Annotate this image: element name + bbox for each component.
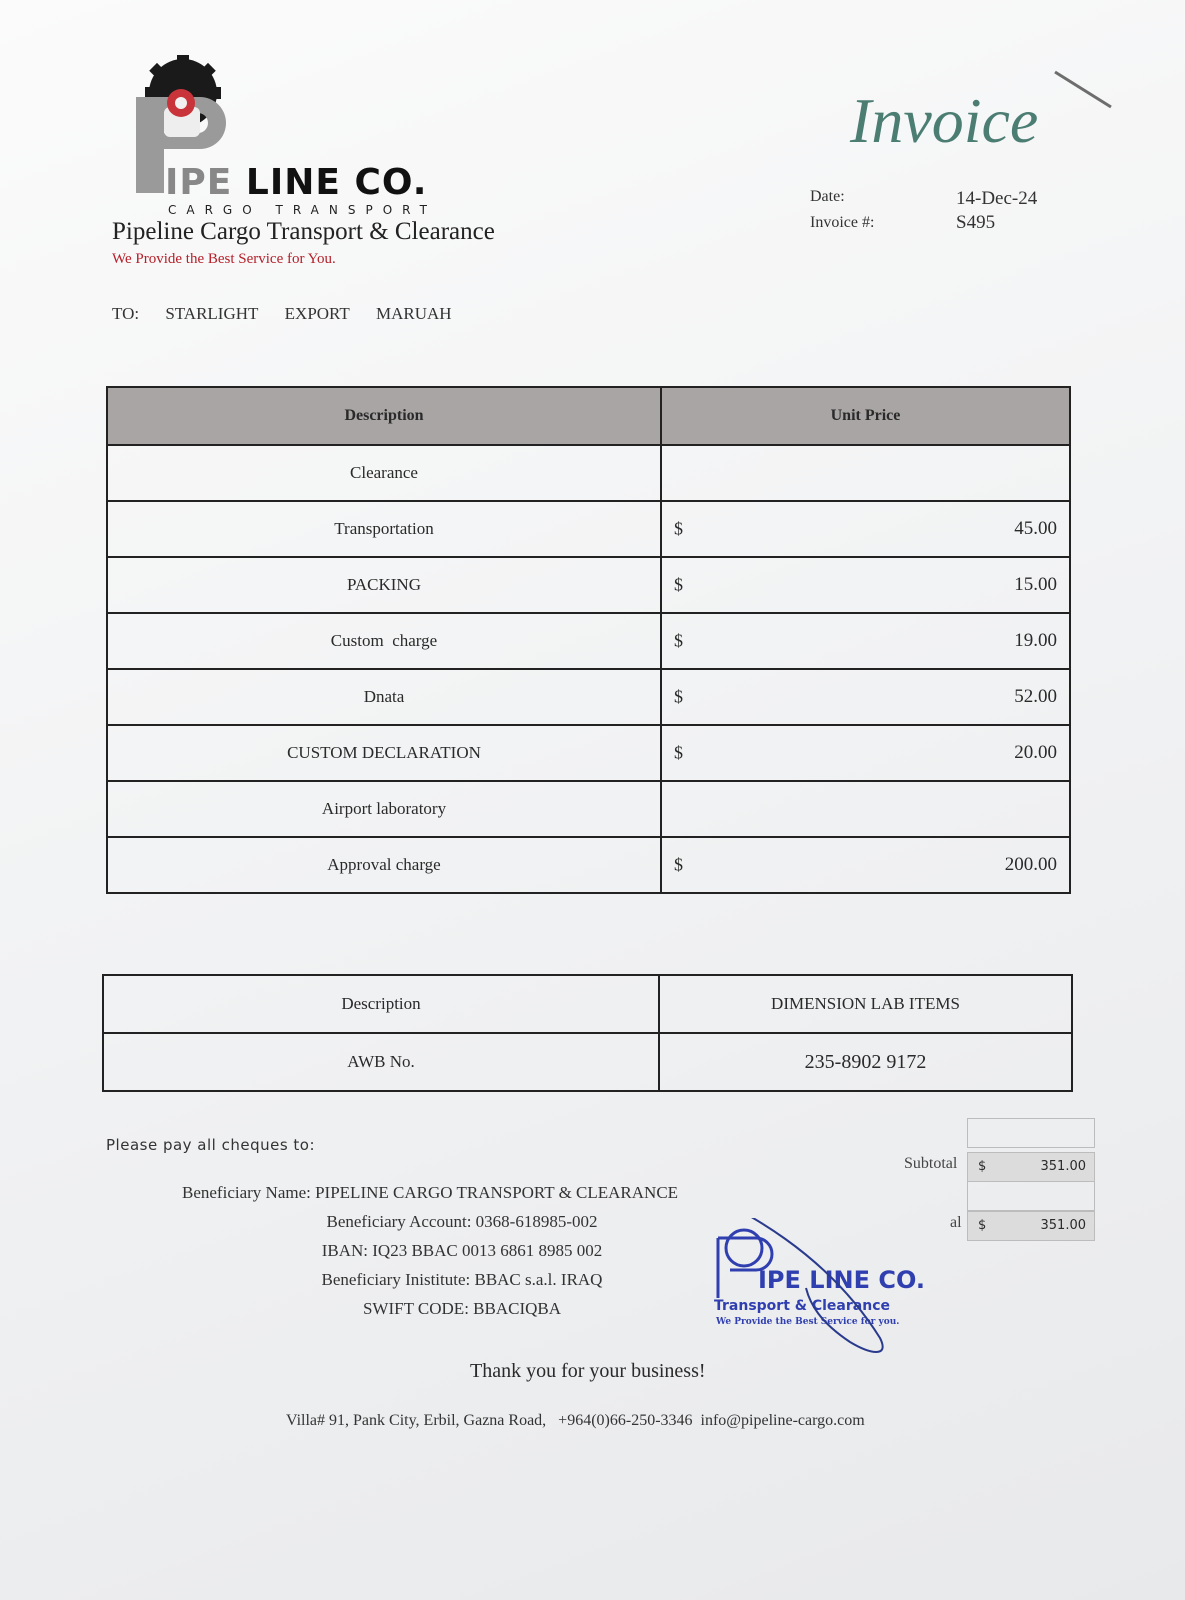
- table-row: [107, 557, 1070, 613]
- table-row: [107, 445, 1070, 501]
- footer-address: Villa# 91, Pank City, Erbil, Gazna Road, +964(0)66-250-3346 info@pipeline-cargo.com: [286, 1412, 865, 1429]
- table-row: [107, 781, 1070, 837]
- thank-you-note: Thank you for your business!: [470, 1360, 706, 1382]
- payment-intro: Please pay all cheques to:: [106, 1136, 316, 1154]
- table-row: [107, 837, 1070, 893]
- company-tagline: We Provide the Best Service for You.: [112, 251, 336, 267]
- table-row: [107, 669, 1070, 725]
- invoice-number-label: Invoice #:: [810, 214, 875, 231]
- recipient-part: STARLIGHT: [165, 304, 259, 323]
- invoice-number-value: S495: [956, 212, 996, 233]
- invoice-title: Invoice: [850, 85, 1039, 156]
- item-description: Approval charge: [107, 837, 661, 893]
- recipient-part: MARUAH: [376, 304, 452, 323]
- item-description: PACKING: [107, 557, 661, 613]
- table-row: [103, 1033, 1072, 1091]
- total-box: [967, 1211, 1095, 1241]
- stamp-line1: IPE LINE CO.: [758, 1266, 925, 1294]
- items-table-header: [107, 387, 1070, 445]
- pen-mark: [1054, 71, 1112, 109]
- company-stamp: [710, 1218, 950, 1366]
- totals-spacer-box: [967, 1181, 1095, 1211]
- item-description: Transportation: [107, 501, 661, 557]
- date-value: 14-Dec-24: [956, 188, 1038, 209]
- subtotal-currency: $: [978, 1159, 987, 1174]
- bank-details: [182, 1178, 742, 1323]
- awb-label: AWB No.: [103, 1033, 659, 1091]
- item-amount: 19.00: [1014, 630, 1057, 651]
- bank-line: IBAN: IQ23 BBAC 0013 6861 8985 002: [321, 1241, 603, 1260]
- subtotal-box: [967, 1152, 1095, 1182]
- total-label: al: [950, 1214, 962, 1231]
- bank-line: Beneficiary Name: PIPELINE CARGO TRANSPORT & CLEARANCE: [182, 1183, 679, 1202]
- item-amount: 45.00: [1014, 518, 1057, 539]
- item-description: Airport laboratory: [107, 781, 661, 837]
- subtotal-value: 351.00: [1040, 1159, 1086, 1174]
- logo-subtitle: CARGO TRANSPORT: [168, 203, 437, 217]
- header-unit-price: Unit Price: [661, 387, 1070, 445]
- item-currency: $: [674, 742, 683, 763]
- recipient: [112, 304, 468, 324]
- item-amount: 20.00: [1014, 742, 1057, 763]
- bank-line: Beneficiary Account: 0368-618985-002: [326, 1212, 598, 1231]
- item-amount: 200.00: [1004, 854, 1057, 875]
- company-name: Pipeline Cargo Transport & Clearance: [112, 218, 495, 245]
- total-value: 351.00: [1040, 1218, 1086, 1233]
- header-description: Description: [107, 387, 661, 445]
- item-description: CUSTOM DECLARATION: [107, 725, 661, 781]
- item-currency: $: [674, 854, 683, 875]
- recipient-label: TO:: [112, 304, 140, 323]
- stamp-line2: Transport & Clearance: [714, 1298, 890, 1314]
- awb-table: [102, 974, 1073, 1092]
- table-row: [107, 501, 1070, 557]
- item-description: Dnata: [107, 669, 661, 725]
- table-row: [107, 725, 1070, 781]
- total-currency: $: [978, 1218, 987, 1233]
- date-label: Date:: [810, 188, 845, 205]
- item-description: Custom charge: [107, 613, 661, 669]
- subtotal-label: Subtotal: [904, 1155, 958, 1172]
- totals-spacer-box: [967, 1118, 1095, 1148]
- item-currency: $: [674, 630, 683, 651]
- bank-line: SWIFT CODE: BBACIQBA: [362, 1299, 562, 1318]
- item-currency: $: [674, 518, 683, 539]
- awb-number: 235-8902 9172: [659, 1033, 1072, 1091]
- table-row: [107, 613, 1070, 669]
- item-description: Clearance: [107, 445, 661, 501]
- item-amount: 52.00: [1014, 686, 1057, 707]
- item-currency: $: [674, 686, 683, 707]
- stamp-line3: We Provide the Best Service for you.: [716, 1317, 900, 1327]
- awb-header-left: Description: [103, 975, 659, 1033]
- item-currency: $: [674, 574, 683, 595]
- logo-wordmark: IPE LINE CO.: [165, 162, 428, 203]
- items-table: [106, 386, 1071, 894]
- item-amount: 15.00: [1014, 574, 1057, 595]
- bank-line: Beneficiary Inistitute: BBAC s.a.l. IRAQ: [321, 1270, 603, 1289]
- table-row: [103, 975, 1072, 1033]
- awb-header-right: DIMENSION LAB ITEMS: [659, 975, 1072, 1033]
- recipient-part: EXPORT: [284, 304, 350, 323]
